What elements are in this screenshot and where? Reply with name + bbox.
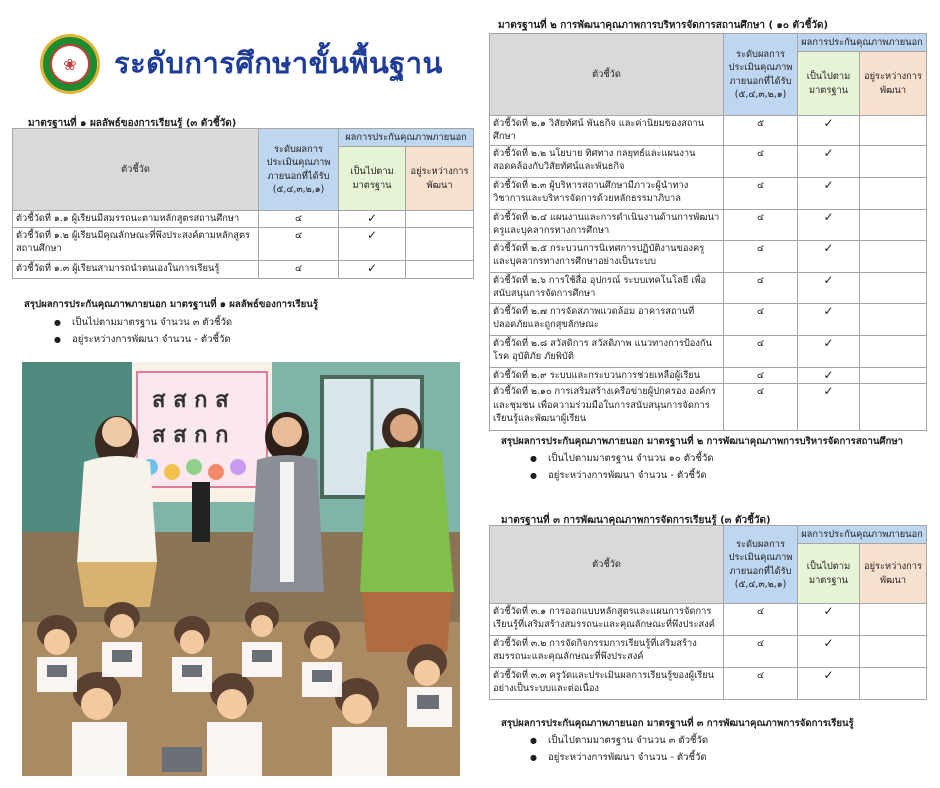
standard3-summary-list bbox=[530, 732, 708, 766]
check-icon: ✓ bbox=[339, 211, 406, 228]
check-icon: ✓ bbox=[798, 367, 860, 383]
table-row bbox=[490, 177, 927, 209]
col-header-developing: อยู่ระหว่างการพัฒนา bbox=[406, 147, 474, 211]
indicator-cell: ตัวชี้วัดที่ ๒.๕ กระบวนการนิเทศการปฏิบัติงานของครูและบุคลากรทางการศึกษาอย่างเป็นระบบ bbox=[490, 240, 724, 272]
col-header-developing: อยู่ระหว่างการพัฒนา bbox=[860, 544, 927, 604]
summary-meets: ● เป็นไปตามมาตรฐาน จำนวน ๑๐ ตัวชี้วัด bbox=[530, 450, 713, 467]
table-row bbox=[490, 604, 927, 636]
level-cell: ๔ bbox=[724, 240, 798, 272]
col-header-external-qa: ผลการประกันคุณภาพภายนอก bbox=[339, 129, 474, 147]
table-row bbox=[13, 228, 474, 261]
col-header-meets: เป็นไปตามมาตรฐาน bbox=[339, 147, 406, 211]
developing-cell bbox=[860, 240, 927, 272]
check-icon: ✓ bbox=[798, 209, 860, 240]
check-icon: ✓ bbox=[339, 228, 406, 261]
col-header-meets: เป็นไปตามมาตรฐาน bbox=[798, 544, 860, 604]
check-icon: ✓ bbox=[798, 335, 860, 367]
check-icon: ✓ bbox=[798, 384, 860, 431]
standard3-summary-title: สรุปผลการประกันคุณภาพภายนอก มาตรฐานที่ ๓ การพัฒนาคุณภาพการจัดการเรียนรู้ bbox=[501, 718, 854, 729]
indicator-cell: ตัวชี้วัดที่ ๒.๗ การจัดสภาพแวดล้อม อาคารสถานที่ ปลอดภัยและถูกสุขลักษณะ bbox=[490, 303, 724, 335]
school-emblem-icon: ❀ bbox=[40, 34, 100, 94]
check-icon: ✓ bbox=[798, 668, 860, 700]
check-icon: ✓ bbox=[798, 177, 860, 209]
check-icon: ✓ bbox=[798, 272, 860, 303]
col-header-level: ระดับผลการประเมินคุณภาพภายนอกที่ได้รับ (๕,๔,๓,๒,๑) bbox=[259, 129, 339, 211]
col-header-level: ระดับผลการประเมินคุณภาพภายนอกที่ได้รับ (๕,๔,๓,๒,๑) bbox=[724, 526, 798, 604]
col-header-indicator: ตัวชี้วัด bbox=[13, 129, 259, 211]
table-row bbox=[490, 116, 927, 146]
developing-cell bbox=[860, 367, 927, 383]
standard1-table bbox=[12, 128, 474, 279]
table-row bbox=[13, 261, 474, 279]
level-cell: ๔ bbox=[259, 228, 339, 261]
indicator-cell: ตัวชี้วัดที่ ๒.๑ วิสัยทัศน์ พันธกิจ และค่านิยมของสถานศึกษา bbox=[490, 116, 724, 146]
developing-cell bbox=[860, 177, 927, 209]
level-cell: ๕ bbox=[724, 116, 798, 146]
developing-cell bbox=[860, 604, 927, 636]
level-cell: ๔ bbox=[259, 211, 339, 228]
summary-meets: ● เป็นไปตามมาตรฐาน จำนวน ๓ ตัวชี้วัด bbox=[530, 732, 708, 749]
standard1-title: มาตรฐานที่ ๑ ผลลัพธ์ของการเรียนรู้ (๓ ตัวชี้วัด) bbox=[28, 118, 237, 129]
level-cell: ๔ bbox=[724, 604, 798, 636]
indicator-cell: ตัวชี้วัดที่ ๑.๒ ผู้เรียนมีคุณลักษณะที่พึงประสงค์ตามหลักสูตรสถานศึกษา bbox=[13, 228, 259, 261]
level-cell: ๔ bbox=[724, 177, 798, 209]
developing-cell bbox=[860, 384, 927, 431]
board-text-2: ส ส ก ก bbox=[152, 423, 229, 448]
developing-cell bbox=[406, 211, 474, 228]
indicator-cell: ตัวชี้วัดที่ ๑.๓ ผู้เรียนสามารถนำตนเองในการเรียนรู้ bbox=[13, 261, 259, 279]
developing-cell bbox=[860, 272, 927, 303]
summary-developing: ● อยู่ระหว่างการพัฒนา จำนวน - ตัวชี้วัด bbox=[530, 467, 713, 484]
board-text-1: ส ส ก ส bbox=[152, 388, 229, 413]
check-icon: ✓ bbox=[798, 604, 860, 636]
classroom-scene bbox=[22, 362, 460, 776]
developing-cell bbox=[406, 228, 474, 261]
summary-developing: ● อยู่ระหว่างการพัฒนา จำนวน - ตัวชี้วัด bbox=[530, 749, 708, 766]
indicator-cell: ตัวชี้วัดที่ ๒.๓ ผู้บริหารสถานศึกษามีภาวะผู้นำทางวิชาการและบริหารจัดการด้วยหลักธรรมาภิบาล bbox=[490, 177, 724, 209]
level-cell: ๔ bbox=[724, 668, 798, 700]
level-cell: ๔ bbox=[724, 367, 798, 383]
indicator-cell: ตัวชี้วัดที่ ๒.๒ นโยบาย ทิศทาง กลยุทธ์และแผนงานสอดคล้องกับวิสัยทัศน์และพันธกิจ bbox=[490, 145, 724, 177]
page-title: ระดับการศึกษาขั้นพื้นฐาน bbox=[114, 46, 443, 80]
col-header-level: ระดับผลการประเมินคุณภาพภายนอกที่ได้รับ (๕,๔,๓,๒,๑) bbox=[724, 34, 798, 116]
table-row bbox=[490, 145, 927, 177]
classroom-photo bbox=[22, 362, 460, 776]
table-row bbox=[490, 303, 927, 335]
table-row bbox=[490, 272, 927, 303]
table-row bbox=[490, 335, 927, 367]
col-header-external-qa: ผลการประกันคุณภาพภายนอก bbox=[798, 34, 927, 52]
level-cell: ๔ bbox=[724, 209, 798, 240]
standard1-summary-list bbox=[54, 314, 232, 348]
developing-cell bbox=[860, 209, 927, 240]
indicator-cell: ตัวชี้วัดที่ ๑.๑ ผู้เรียนมีสมรรถนะตามหลักสูตรสถานศึกษา bbox=[13, 211, 259, 228]
indicator-cell: ตัวชี้วัดที่ ๒.๘ สวัสดิการ สวัสดิภาพ แนวทางการป้องกันโรค อุบัติภัย ภัยพิบัติ bbox=[490, 335, 724, 367]
table-row bbox=[490, 636, 927, 668]
table-row bbox=[490, 209, 927, 240]
indicator-cell: ตัวชี้วัดที่ ๓.๒ การจัดกิจกรรมการเรียนรู้ที่เสริมสร้างสมรรถนะและคุณลักษณะที่พึงประสงค์ bbox=[490, 636, 724, 668]
level-cell: ๔ bbox=[724, 384, 798, 431]
level-cell: ๔ bbox=[724, 303, 798, 335]
col-header-indicator: ตัวชี้วัด bbox=[490, 34, 724, 116]
developing-cell bbox=[860, 668, 927, 700]
check-icon: ✓ bbox=[798, 303, 860, 335]
standard2-summary-title: สรุปผลการประกันคุณภาพภายนอก มาตรฐานที่ ๒ การพัฒนาคุณภาพการบริหารจัดการสถานศึกษา bbox=[501, 436, 904, 447]
standard2-summary-list bbox=[530, 450, 713, 484]
developing-cell bbox=[860, 335, 927, 367]
check-icon: ✓ bbox=[798, 145, 860, 177]
level-cell: ๔ bbox=[724, 636, 798, 668]
level-cell: ๔ bbox=[724, 335, 798, 367]
table-row bbox=[490, 367, 927, 383]
table-row bbox=[490, 240, 927, 272]
col-header-indicator: ตัวชี้วัด bbox=[490, 526, 724, 604]
level-cell: ๔ bbox=[724, 272, 798, 303]
standard1-summary-title: สรุปผลการประกันคุณภาพภายนอก มาตรฐานที่ ๑ ผลลัพธ์ของการเรียนรู้ bbox=[24, 299, 318, 310]
developing-cell bbox=[860, 116, 927, 146]
check-icon: ✓ bbox=[339, 261, 406, 279]
check-icon: ✓ bbox=[798, 240, 860, 272]
developing-cell bbox=[860, 145, 927, 177]
standard3-table bbox=[489, 525, 927, 700]
indicator-cell: ตัวชี้วัดที่ ๒.๑๐ การเสริมสร้างเครือข่ายผู้ปกครอง องค์กร และชุมชน เพื่อความร่วมมือในการสนับสนุนการจัดการเรียนรู้และพัฒนาผู้เรียน bbox=[490, 384, 724, 431]
col-header-meets: เป็นไปตามมาตรฐาน bbox=[798, 52, 860, 116]
developing-cell bbox=[860, 303, 927, 335]
table-row bbox=[490, 668, 927, 700]
indicator-cell: ตัวชี้วัดที่ ๒.๙ ระบบและกระบวนการช่วยเหลือผู้เรียน bbox=[490, 367, 724, 383]
table-row bbox=[490, 384, 927, 431]
indicator-cell: ตัวชี้วัดที่ ๒.๔ แผนงานและการดำเนินงานด้านการพัฒนาครูและบุคลากรทางการศึกษา bbox=[490, 209, 724, 240]
developing-cell bbox=[406, 261, 474, 279]
standard2-title: มาตรฐานที่ ๒ การพัฒนาคุณภาพการบริหารจัดการสถานศึกษา ( ๑๐ ตัวชี้วัด) bbox=[498, 20, 829, 31]
indicator-cell: ตัวชี้วัดที่ ๓.๓ ครูวัดและประเมินผลการเรียนรู้ของผู้เรียนอย่างเป็นระบบและต่อเนื่อง bbox=[490, 668, 724, 700]
summary-meets: ● เป็นไปตามมาตรฐาน จำนวน ๓ ตัวชี้วัด bbox=[54, 314, 232, 331]
level-cell: ๔ bbox=[724, 145, 798, 177]
indicator-cell: ตัวชี้วัดที่ ๓.๑ การออกแบบหลักสูตรและแผนการจัดการเรียนรู้ที่เสริมสร้างสมรรถนะและคุณลักษณะที่พึงประสงค์ bbox=[490, 604, 724, 636]
developing-cell bbox=[860, 636, 927, 668]
col-header-external-qa: ผลการประกันคุณภาพภายนอก bbox=[798, 526, 927, 544]
check-icon: ✓ bbox=[798, 116, 860, 146]
standard2-table bbox=[489, 33, 927, 431]
col-header-developing: อยู่ระหว่างการพัฒนา bbox=[860, 52, 927, 116]
standard3-title: มาตรฐานที่ ๓ การพัฒนาคุณภาพการจัดการเรียนรู้ (๓ ตัวชี้วัด) bbox=[501, 515, 771, 526]
check-icon: ✓ bbox=[798, 636, 860, 668]
table-row bbox=[13, 211, 474, 228]
level-cell: ๔ bbox=[259, 261, 339, 279]
indicator-cell: ตัวชี้วัดที่ ๒.๖ การใช้สื่อ อุปกรณ์ ระบบเทคโนโลยี เพื่อสนับสนุนการจัดการศึกษา bbox=[490, 272, 724, 303]
summary-developing: ● อยู่ระหว่างการพัฒนา จำนวน - ตัวชี้วัด bbox=[54, 331, 232, 348]
